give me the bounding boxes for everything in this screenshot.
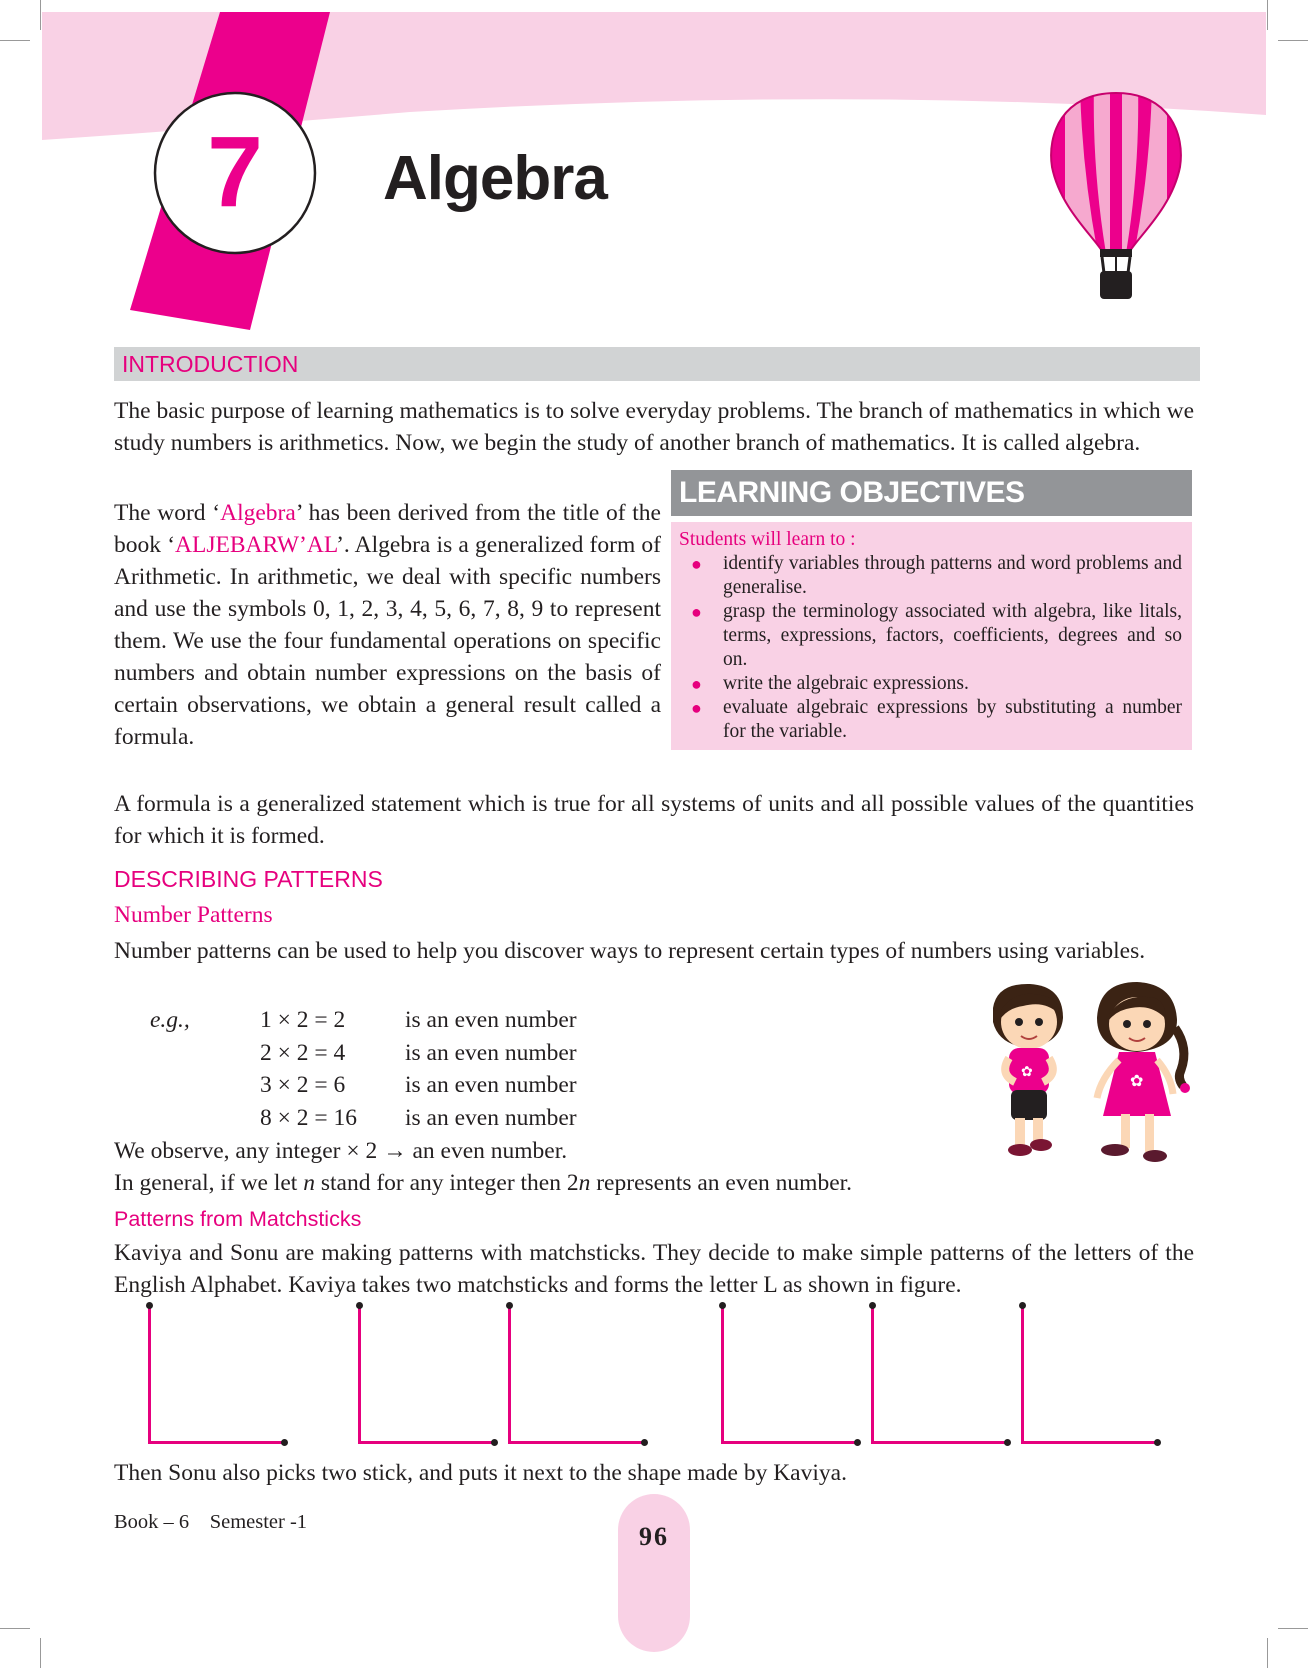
example-label-empty bbox=[150, 1069, 260, 1102]
matchstick-head bbox=[146, 1302, 153, 1309]
matchstick-head bbox=[281, 1439, 288, 1446]
matchstick-vertical bbox=[508, 1307, 511, 1444]
footer-semester: Semester -1 bbox=[209, 1511, 308, 1533]
learning-objectives-list bbox=[679, 552, 1182, 744]
matchsticks-heading: Patterns from Matchsticks bbox=[114, 1207, 362, 1231]
example-expression: 2 × 2 = 4 bbox=[260, 1039, 346, 1066]
number-patterns-paragraph: Number patterns can be used to help you discover ways to represent certain types of numbers using variables. bbox=[114, 938, 1146, 964]
footer-book-info bbox=[114, 1508, 307, 1536]
matchstick-horizontal bbox=[508, 1441, 644, 1444]
girl-figure bbox=[1097, 982, 1190, 1162]
example-note: is an even number bbox=[405, 1104, 577, 1131]
text: In general, if we let bbox=[114, 1170, 304, 1196]
algebra-origin-paragraph bbox=[114, 497, 661, 753]
example-expression: 1 × 2 = 2 bbox=[260, 1007, 346, 1033]
learning-objectives-box bbox=[671, 470, 1192, 750]
objective-text: write the algebraic expressions. bbox=[723, 673, 969, 694]
objective-item bbox=[679, 600, 1182, 672]
sonu-paragraph: Then Sonu also picks two stick, and puts it next to the shape made by Kaviya. bbox=[114, 1460, 847, 1486]
svg-text:✿: ✿ bbox=[1021, 1064, 1033, 1080]
matchstick-head bbox=[1154, 1439, 1161, 1446]
crop-mark bbox=[0, 1628, 30, 1629]
matchstick-vertical bbox=[148, 1307, 151, 1444]
bullet-icon: ● bbox=[691, 674, 702, 694]
bullet-icon: ● bbox=[691, 602, 702, 622]
matchstick-head bbox=[869, 1302, 876, 1309]
matchstick-horizontal bbox=[358, 1441, 494, 1444]
variable: n bbox=[578, 1170, 591, 1196]
objective-item bbox=[679, 552, 1182, 600]
matchstick-head bbox=[1004, 1439, 1011, 1446]
matchstick-head bbox=[506, 1302, 513, 1309]
example-row bbox=[150, 1069, 577, 1102]
chapter-title: Algebra bbox=[383, 144, 607, 213]
example-note: is an even number bbox=[405, 1039, 577, 1066]
text: ’. Algebra is a generalized form of Arithmetic. In arithmetic, we deal with specific numbers and use the symbols 0, 1, 2, 3, 4, 5, 6, 7, 8, 9 to represent them. We use the four fundamental operations on specific numbers and obtain number expressions on the basis of certain observations, we obtain a general result called a formula. bbox=[114, 532, 661, 750]
crop-mark bbox=[40, 1638, 41, 1668]
hot-air-balloon-icon bbox=[1042, 85, 1190, 305]
example-expression: 8 × 2 = 16 bbox=[260, 1104, 358, 1131]
matchstick-vertical bbox=[358, 1307, 361, 1444]
intro-paragraph: The basic purpose of learning mathematics is to solve everyday problems. The branch of mathematics in which we study numbers is arithmetics. Now, we begin the study of another branch of mathematics. It is called algebra. bbox=[114, 398, 1194, 456]
text: stand for any integer then 2 bbox=[314, 1170, 579, 1196]
text: represents an even number. bbox=[590, 1170, 853, 1196]
observation-line: We observe, any integer × 2 → an even number. bbox=[114, 1138, 568, 1164]
generalisation-line bbox=[114, 1168, 852, 1200]
objective-text: identify variables through patterns and word problems and generalise. bbox=[723, 553, 1182, 598]
footer-book: Book – 6 bbox=[114, 1511, 190, 1533]
children-illustration bbox=[975, 978, 1215, 1178]
example-note: is an even number bbox=[405, 1072, 577, 1098]
describing-patterns-heading: DESCRIBING PATTERNS bbox=[114, 866, 383, 892]
objective-item bbox=[679, 696, 1182, 744]
example-table bbox=[150, 1004, 577, 1134]
text: The word ‘ bbox=[114, 500, 221, 526]
matchstick-head bbox=[641, 1439, 648, 1446]
example-label: e.g., bbox=[150, 1007, 190, 1033]
example-note: is an even number bbox=[405, 1007, 577, 1033]
matchstick-horizontal bbox=[871, 1441, 1007, 1444]
bullet-icon: ● bbox=[691, 698, 702, 718]
term-book-title: ALJEBARW’AL bbox=[175, 532, 337, 558]
svg-text:✿: ✿ bbox=[1130, 1071, 1144, 1090]
example-expression: 3 × 2 = 6 bbox=[260, 1072, 346, 1098]
term-algebra: Algebra bbox=[220, 500, 296, 526]
matchstick-vertical bbox=[871, 1307, 874, 1444]
chapter-number: 7 bbox=[207, 116, 263, 228]
matchstick-head bbox=[1019, 1302, 1026, 1309]
bullet-icon: ● bbox=[691, 554, 702, 574]
example-label-empty bbox=[150, 1102, 260, 1135]
matchstick-vertical bbox=[721, 1307, 724, 1444]
matchstick-head bbox=[491, 1439, 498, 1446]
learning-objectives-heading: LEARNING OBJECTIVES bbox=[671, 470, 1192, 516]
example-row bbox=[150, 1037, 577, 1070]
matchstick-head bbox=[854, 1439, 861, 1446]
boy-figure bbox=[993, 984, 1063, 1156]
learning-objectives-intro: Students will learn to : bbox=[679, 529, 856, 550]
matchstick-vertical bbox=[1021, 1307, 1024, 1444]
formula-paragraph: A formula is a generalized statement which is true for all systems of units and all possible values of the quantities for which it is formed. bbox=[114, 791, 1194, 849]
matchstick-head bbox=[356, 1302, 363, 1309]
matchstick-horizontal bbox=[148, 1441, 284, 1444]
matchstick-horizontal bbox=[1021, 1441, 1157, 1444]
introduction-heading: INTRODUCTION bbox=[114, 347, 1200, 381]
example-label-empty bbox=[150, 1037, 260, 1070]
objective-text: evaluate algebraic expressions by substituting a number for the variable. bbox=[723, 697, 1182, 742]
number-patterns-subheading: Number Patterns bbox=[114, 902, 273, 928]
text: ’ has been derived from the title of the book ‘ bbox=[114, 500, 661, 558]
matchsticks-paragraph: Kaviya and Sonu are making patterns with matchsticks. They decide to make simple patterns of the letters of the English Alphabet. Kaviya takes two matchsticks and forms the letter L as shown in figure. bbox=[114, 1240, 1194, 1298]
example-row bbox=[150, 1102, 577, 1135]
example-row bbox=[150, 1004, 577, 1037]
matchstick-head bbox=[719, 1302, 726, 1309]
objective-text: grasp the terminology associated with algebra, like litals, terms, expressions, factors, coefficients, degrees and so on. bbox=[723, 601, 1182, 670]
objective-item bbox=[679, 672, 1182, 696]
page-number-tab bbox=[618, 1494, 690, 1652]
crop-mark bbox=[1278, 1628, 1308, 1629]
variable: n bbox=[303, 1170, 315, 1196]
matchstick-horizontal bbox=[721, 1441, 857, 1444]
page-number: 96 bbox=[639, 1522, 669, 1551]
crop-mark bbox=[1267, 1638, 1268, 1668]
